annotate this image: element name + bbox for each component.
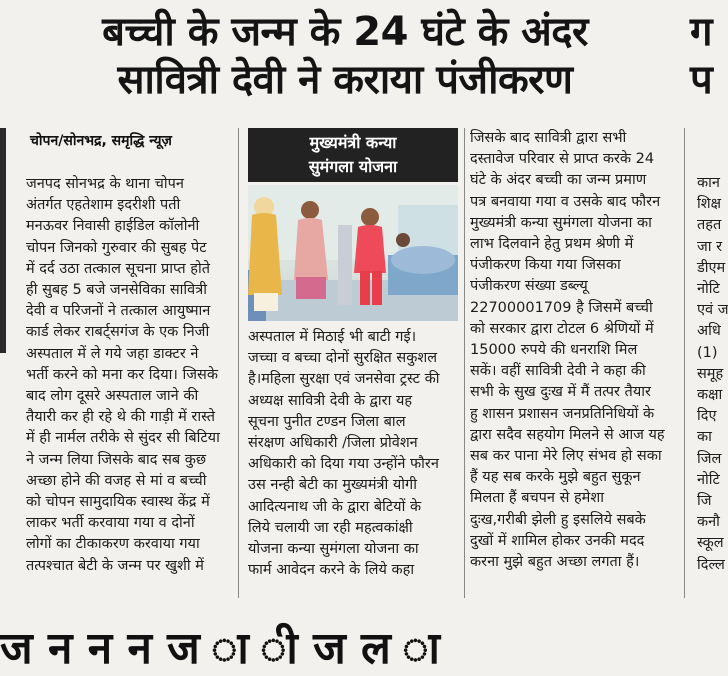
- article-line: अस्पताल में मिठाई भी बाटी गई।: [248, 329, 417, 345]
- column-rule: [684, 128, 685, 598]
- article-line: फार्म आवेदन करने के लिये कहा: [248, 562, 415, 579]
- article-line: को चोपन सामुदायिक स्वास्थ केंद्र में: [26, 494, 210, 511]
- column-rule: [238, 128, 239, 598]
- article-line: सब कर पाना मेरे लिए संभव हो सका: [470, 448, 662, 465]
- article-line: मिलता हैं बचपन से हमेशा: [470, 490, 604, 507]
- article-line: मनऊवर निवासी हाईडिल कॉलोनी: [26, 218, 200, 235]
- article-line: तहत: [697, 217, 722, 234]
- article-line: कार्ड लेकर राबर्ट्सगंज के एक निजी: [26, 324, 210, 341]
- article-line: कनौ: [697, 514, 720, 531]
- article-line: लाकर भर्ती करवाया गया व दोनों: [26, 515, 195, 532]
- article-line: उस नन्ही बेटी का मुख्यमंत्री योगी: [248, 477, 417, 494]
- hospital-scene-illustration: [248, 185, 458, 321]
- article-line: शिक्ष: [697, 196, 722, 213]
- headline: [40, 8, 650, 104]
- article-line: डीएम: [697, 259, 726, 276]
- article-line: को सरकार द्वारा टोटल 6 श्रेणियों में: [470, 320, 654, 337]
- article-line: अधि: [697, 323, 721, 340]
- article-line: ने जन्म लिया जिसके बाद सब कुछ: [26, 451, 207, 468]
- article-line: ही सुबह 5 बजे जनसेविका सावित्री: [26, 282, 207, 299]
- headline-line-2: सावित्री देवी ने कराया पंजीकरण: [117, 57, 573, 103]
- article-line: नोटि: [697, 471, 720, 488]
- article-line: घंटे के अंदर बच्ची का जन्म प्रमाण: [470, 172, 647, 189]
- article-line: नोटि: [697, 281, 720, 298]
- adjacent-headline-line-1: ग: [690, 9, 713, 55]
- news-photo: [248, 185, 458, 321]
- article-line: में ही नार्मल तरीके से सुंदर सी बिटिया: [26, 430, 220, 447]
- next-headline-text: ज न न न ज ा ी ज ल ा: [0, 623, 440, 674]
- article-line: दिल्ल: [697, 556, 725, 573]
- article-line: है।महिला सुरक्षा एवं जनसेवा ट्रस्ट की: [248, 371, 440, 388]
- article-line: मुख्यमंत्री कन्या सुमंगला योजना का: [470, 214, 652, 231]
- article-line: दुखों में शामिल होकर उनकी मदद: [470, 532, 645, 549]
- article-line: अंतर्गत एहतेशाम इदरीशी पती: [26, 197, 181, 214]
- article-line: तत्पश्चात बेटी के जन्म पर खुशी में: [26, 557, 204, 574]
- adjacent-headline-fragment: [690, 8, 720, 104]
- left-photo-edge: [0, 128, 6, 353]
- article-line: तैयारी कर ही रहे थे की गाड़ी में रास्ते: [26, 409, 215, 426]
- article-line: करना मुझे बहुत अच्छा लगता हैं।: [470, 554, 640, 571]
- article-column-2: [248, 327, 458, 581]
- article-line: संरक्षण अधिकारी /जिला प्रोवेशन: [248, 435, 418, 452]
- article-line: अध्यक्ष सावित्री देवी के द्वारा यह: [248, 392, 413, 409]
- article-line: जच्चा व बच्चा दोनों सुरक्षित सकुशल: [248, 350, 438, 367]
- article-column-1: [26, 174, 228, 577]
- scheme-box-title-line-1: मुख्यमंत्री कन्या: [309, 133, 397, 152]
- next-headline-fragment: [0, 612, 720, 674]
- article-line: द्वारा सदैव सहयोग मिलने से आज यह: [470, 426, 665, 443]
- article-line: समूह: [697, 365, 724, 382]
- article-line: हु शासन प्रशासन जनप्रतिनिधियों के: [470, 405, 655, 422]
- article-line: अधिकारी को दिया गया उन्होंने फौरन: [248, 456, 439, 473]
- article-line: सूचना पुनीत टण्डन जिला बाल: [248, 413, 406, 430]
- article-line: कक्षा: [697, 387, 723, 404]
- article-line: अस्पताल में ले गये जहा डाक्टर ने: [26, 345, 199, 362]
- article-line: का: [697, 429, 712, 446]
- byline: चोपन/सोनभद्र, समृद्धि न्यूज़: [30, 133, 172, 149]
- article-line: पत्र बनवाया गया व उसके बाद फौरन: [470, 193, 661, 210]
- article-line: जा र: [697, 238, 723, 255]
- article-line: दिए: [697, 408, 717, 425]
- article-line: में दर्द उठा तत्काल सूचना प्राप्त होते: [26, 260, 211, 277]
- article-line: अच्छा होने की वजह से मां व बच्ची: [26, 472, 207, 489]
- article-line: जि: [697, 493, 712, 510]
- headline-line-1: बच्ची के जन्म के 24 घंटे के अंदर: [102, 9, 588, 55]
- article-line: स्कूल: [697, 535, 724, 552]
- scheme-box-title-line-2: सुमंगला योजना: [308, 157, 398, 176]
- article-line: पंजीकरण संख्या डब्ल्यू: [470, 278, 588, 295]
- scheme-box-title: [248, 128, 458, 182]
- article-column-3: [470, 128, 670, 573]
- article-line: हैं यह सब करके मुझे बहुत सुकून: [470, 469, 641, 486]
- article-line: लोगों का टीकाकरण करवाया गया: [26, 536, 200, 553]
- article-line: लाभ दिलवाने हेतु प्रथम श्रेणी में: [470, 236, 634, 253]
- article-line: भर्ती करने को मना कर दिया। जिसके: [26, 366, 218, 383]
- article-line: चोपन जिनको गुरुवार की सुबह पेट: [26, 239, 207, 256]
- article-line: देवी व परिजनों ने तत्काल आयुष्मान: [26, 303, 211, 320]
- article-line: 22700001709 है जिसमें बच्ची: [470, 299, 653, 316]
- article-line: दुःख,गरीबी झेली हु इसलिये सबके: [470, 511, 646, 528]
- article-line: जिल: [697, 450, 722, 467]
- article-line: 15000 रुपये की धनराशि मिल: [470, 342, 638, 359]
- adjacent-headline-line-2: प: [690, 57, 713, 103]
- article-line: पंजीकरण किया गया जिसका: [470, 257, 621, 274]
- article-line: योजना कन्या सुमंगला योजना का: [248, 541, 419, 558]
- article-line: जिसके बाद सावित्री द्वारा सभी: [470, 130, 627, 146]
- article-line: कान: [697, 175, 720, 191]
- article-line: बाद लोग दूसरे अस्पताल जाने की: [26, 388, 199, 405]
- adjacent-article-column: [697, 173, 728, 576]
- article-line: एवं ज: [697, 302, 728, 319]
- article-line: (1): [697, 344, 718, 361]
- article-line: आदित्यनाथ जी के द्वारा बेटियों के: [248, 498, 422, 515]
- article-line: दस्तावेज परिवार से प्राप्त करके 24: [470, 151, 655, 168]
- column-rule: [464, 128, 465, 598]
- article-line: सकें। वहीं सावित्री देवी ने कहा की: [470, 363, 646, 380]
- article-line: सभी के सुख दुःख में मैं तत्पर तैयार: [470, 384, 651, 401]
- article-line: जनपद सोनभद्र के थाना चोपन: [26, 176, 184, 192]
- article-line: लिये चलायी जा रही महत्वकांक्षी: [248, 519, 413, 536]
